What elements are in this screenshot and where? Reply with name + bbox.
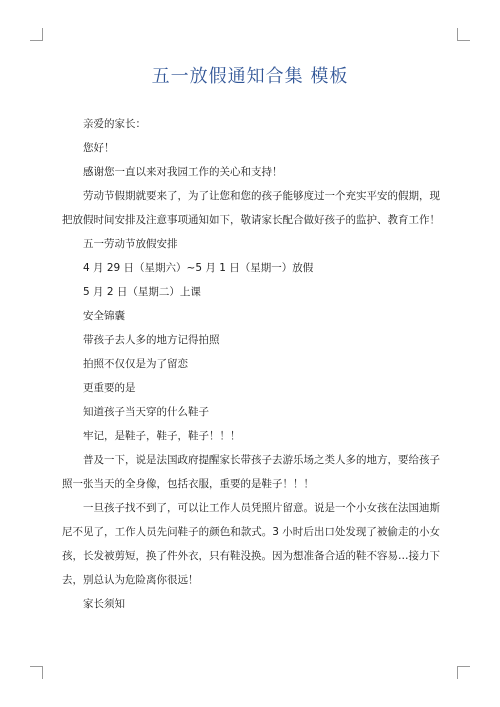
section-heading-safety-tips: 安全锦囊 bbox=[83, 310, 125, 322]
greeting: 亲爱的家长： bbox=[83, 118, 146, 130]
safety-tip-line: 更重要的是 bbox=[83, 382, 136, 394]
salutation: 您好！ bbox=[83, 142, 115, 154]
safety-story-paragraph: 一旦孩子找不到了，可以让工作人员凭照片留意。说是一个小女孩在法国迪斯尼不见了，工作人员先问鞋子的颜色和款式。3 小时后出口处发现了被偷走的小女孩，长发被剪短，换了件外衣，只有鞋没换。因为想准备合适的鞋不容易…接力下去，别总认为危险离你很远！ bbox=[62, 502, 440, 586]
safety-tip-line: 牢记，是鞋子，鞋子，鞋子！！！ bbox=[83, 430, 241, 442]
section-heading-holiday-schedule: 五一劳动节放假安排 bbox=[83, 238, 178, 250]
safety-tip-line: 知道孩子当天穿的什么鞋子 bbox=[83, 406, 209, 418]
thanks-paragraph: 感谢您一直以来对我园工作的关心和支持！ bbox=[83, 166, 283, 178]
safety-tip-line: 拍照不仅仅是为了留恋 bbox=[83, 358, 188, 370]
safety-tip-line: 带孩子去人多的地方记得拍照 bbox=[83, 334, 220, 346]
page-corner-mark-bottom-right bbox=[457, 666, 470, 679]
section-heading-parent-notice: 家长须知 bbox=[83, 598, 125, 610]
page-corner-mark-bottom-left bbox=[30, 666, 43, 679]
holiday-dates: 4 月 29 日（星期六）~5 月 1 日（星期一）放假 bbox=[83, 262, 314, 274]
intro-paragraph: 劳动节假期就要来了，为了让您和您的孩子能够度过一个充实平安的假期，现把放假时间安排及注意事项通知如下，敬请家长配合做好孩子的监护、教育工作！ bbox=[62, 190, 440, 226]
school-resume-date: 5 月 2 日（星期二）上课 bbox=[83, 286, 201, 298]
page-corner-mark-top-left bbox=[30, 28, 43, 41]
safety-explanation-paragraph: 普及一下，说是法国政府提醒家长带孩子去游乐场之类人多的地方，要给孩子照一张当天的全身像，包括衣服，重要的是鞋子！！！ bbox=[62, 454, 440, 490]
page-corner-mark-top-right bbox=[457, 28, 470, 41]
document-body bbox=[62, 112, 440, 616]
document-title: 五一放假通知合集 模板 bbox=[151, 66, 349, 87]
